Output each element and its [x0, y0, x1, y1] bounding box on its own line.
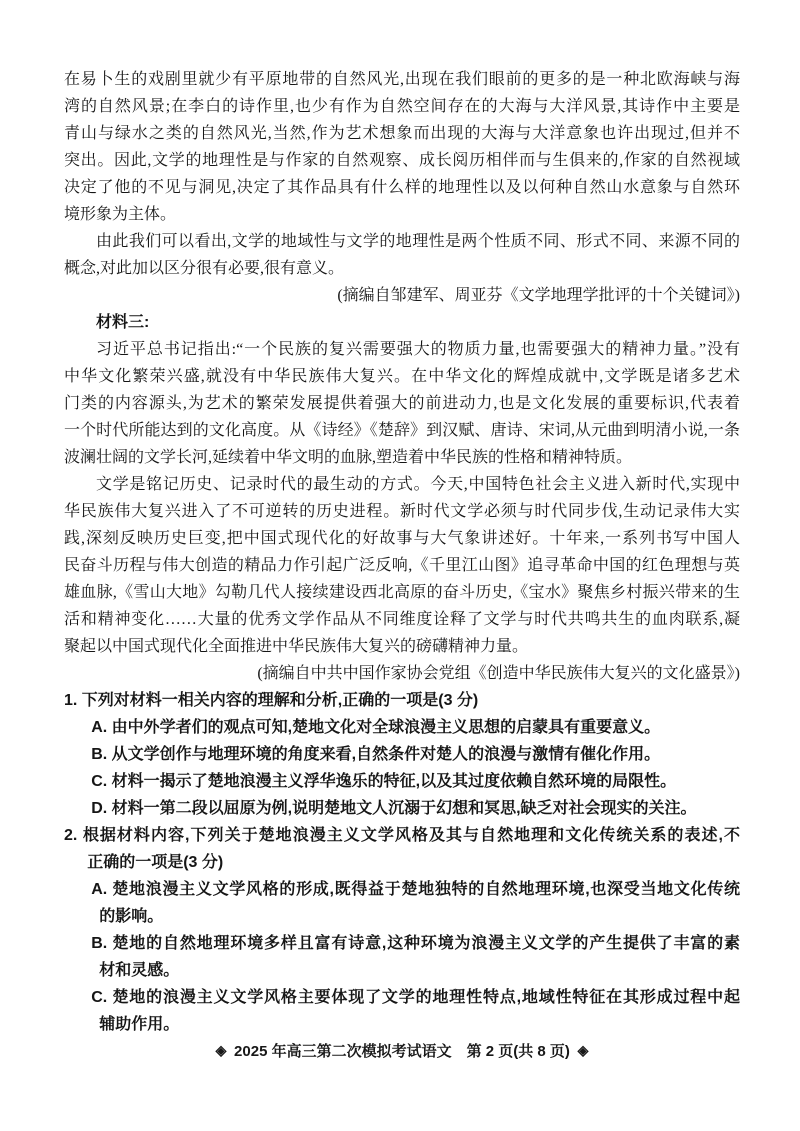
- question-stem-line: 1. 下列对材料一相关内容的理解和分析,正确的一项是(3 分): [64, 692, 479, 709]
- paragraph-line: 由此我们可以看出,文学的地域性与文学的地理性是两个性质不同、形式不同、来源不同的: [96, 233, 740, 250]
- paragraph-line: 中华文化繁荣兴盛,就没有中华民族伟大复兴。在中华文化的辉煌成就中,文学既是诸多艺术: [64, 368, 740, 385]
- paragraph-line: 文学是铭记历史、记录时代的最生动的方式。今天,中国特色社会主义进入新时代,实现中: [96, 476, 740, 493]
- footer-text: 2025 年高三第二次模拟考试语文 第 2 页(共 8 页): [234, 1043, 570, 1060]
- paragraph-line: 华民族伟大复兴进入了不可逆转的历史进程。新时代文学必须与时代同步伐,生动记录伟大实: [64, 503, 740, 520]
- paragraph-line: 波澜壮阔的文学长河,延续着中华文明的血脉,塑造着中华民族的性格和精神特质。: [64, 449, 633, 466]
- diamond-icon: ◈: [215, 1042, 227, 1058]
- paragraph-line: 聚起以中国式现代化全面推进中华民族伟大复兴的磅礴精神力量。: [64, 638, 529, 655]
- option-line: A. 由中外学者们的观点可知,楚地文化对全球浪漫主义思想的启蒙具有重要意义。: [91, 719, 661, 736]
- paragraph-line: 在易卜生的戏剧里就少有平原地带的自然风光,出现在我们眼前的更多的是一种北欧海峡与海: [64, 71, 740, 88]
- paragraph-line: 民奋斗历程与伟大创造的精品力作引起广泛反响,《千里江山图》追寻革命中国的红色理想与英: [64, 557, 740, 574]
- paragraph-line: 践,深刻反映历史巨变,把中国式现代化的好故事与大气象讲述好。十年来,一系列书写中国人: [64, 530, 740, 547]
- option-line: B. 楚地的自然地理环境多样且富有诗意,这种环境为浪漫主义文学的产生提供了丰富的素: [91, 935, 740, 952]
- question-stem-line: 正确的一项是(3 分): [87, 854, 224, 871]
- question-stem-line: 2. 根据材料内容,下列关于楚地浪漫主义文学风格及其与自然地理和文化传统关系的表述,不: [64, 827, 740, 844]
- option-line: A. 楚地浪漫主义文学风格的形成,既得益于楚地独特的自然地理环境,也深受当地文化传统: [91, 881, 740, 898]
- option-line: 的影响。: [99, 908, 164, 925]
- material-heading: 材料三:: [96, 314, 150, 331]
- attribution-line: (摘编自邹建军、周亚芬《文学地理学批评的十个关键词》): [337, 287, 740, 304]
- paragraph-line: 雄血脉,《雪山大地》勾勒几代人接续建设西北高原的奋斗历史,《宝水》聚焦乡村振兴带来的生: [64, 584, 740, 601]
- option-line: 辅助作用。: [99, 1016, 180, 1033]
- option-line: 材和灵感。: [99, 962, 180, 979]
- document-body: [64, 66, 740, 1038]
- paragraph-line: 突出。因此,文学的地理性是与作家的自然观察、成长阅历相伴而与生俱来的,作家的自然视域: [64, 152, 740, 169]
- paragraph-line: 活和精神变化……大量的优秀文学作品从不同维度诠释了文学与时代共鸣共生的血肉联系,凝: [64, 611, 740, 628]
- paragraph-line: 门类的内容源头,为艺术的繁荣发展提供着强大的前进动力,也是文化发展的重要标识,代表着: [64, 395, 740, 412]
- paragraph-line: 青山与绿水之类的自然风光,当然,作为艺术想象而出现的大海与大洋意象也许出现过,但并不: [64, 125, 740, 142]
- paragraph-line: 决定了他的不见与洞见,决定了其作品具有什么样的地理性以及以何种自然山水意象与自然环: [64, 179, 740, 196]
- paragraph-line: 一个时代所能达到的文化高度。从《诗经》《楚辞》到汉赋、唐诗、宋词,从元曲到明清小说,一条: [64, 422, 740, 439]
- paragraph-line: 湾的自然风景;在李白的诗作里,也少有作为自然空间存在的大海与大洋风景,其诗作中主要是: [64, 98, 740, 115]
- paragraph-line: 概念,对此加以区分很有必要,很有意义。: [64, 260, 345, 277]
- attribution-line: (摘编自中共中国作家协会党组《创造中华民族伟大复兴的文化盛景》): [257, 665, 740, 682]
- option-line: D. 材料一第二段以屈原为例,说明楚地文人沉溺于幻想和冥思,缺乏对社会现实的关注。: [91, 800, 697, 817]
- paragraph-line: 习近平总书记指出:“一个民族的复兴需要强大的物质力量,也需要强大的精神力量。”没有: [96, 341, 740, 358]
- option-line: C. 楚地的浪漫主义文学风格主要体现了文学的地理性特点,地域性特征在其形成过程中起: [91, 989, 740, 1006]
- diamond-icon: ◈: [577, 1042, 589, 1058]
- option-line: B. 从文学创作与地理环境的角度来看,自然条件对楚人的浪漫与激情有催化作用。: [91, 746, 661, 763]
- paragraph-line: 境形象为主体。: [64, 206, 177, 223]
- page-footer: [64, 1038, 740, 1065]
- option-line: C. 材料一揭示了楚地浪漫主义浮华逸乐的特征,以及其过度依赖自然环境的局限性。: [91, 773, 677, 790]
